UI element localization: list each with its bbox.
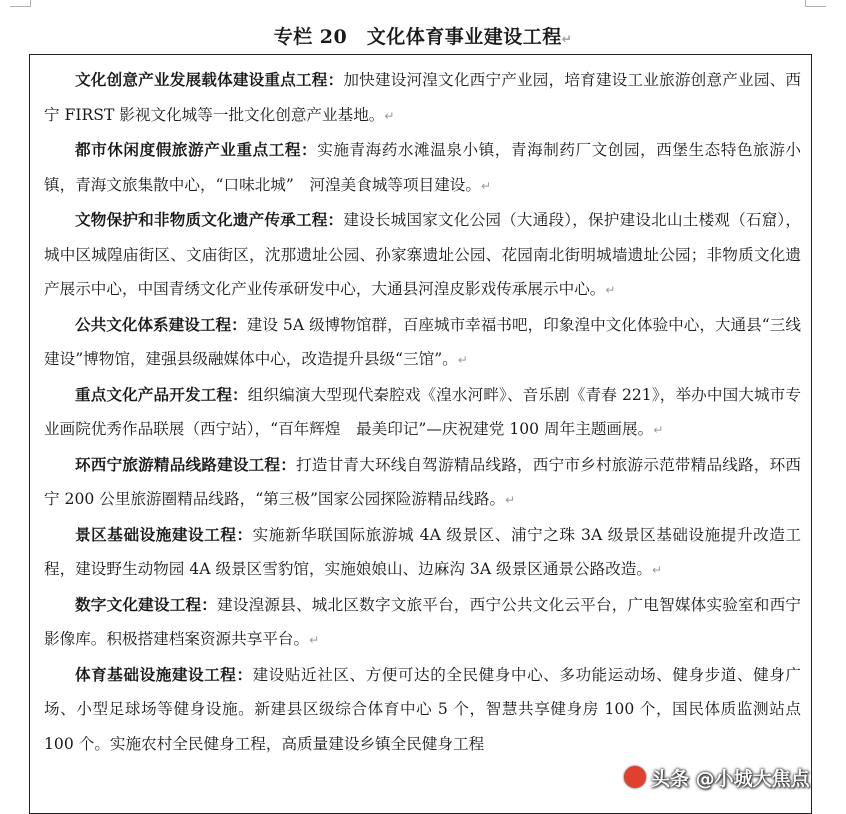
project-heading: 环西宁旅游精品线路建设工程： xyxy=(75,454,297,474)
project-body: 打造甘青大环线自驾游精品线路，西宁市乡村旅游示范带精品线路，环西宁 200 公里旅游圈精品线路，“第三极”国家公园探险游精品线路。 xyxy=(44,455,801,508)
paragraph-mark-icon: ↵ xyxy=(480,178,492,193)
paragraph-mark-icon: ↵ xyxy=(651,563,663,577)
column-title xyxy=(0,22,846,49)
project-heading: 文化创意产业发展载体建设重点工程： xyxy=(75,70,344,89)
project-paragraph xyxy=(44,133,801,203)
paragraph-mark-icon: ↵ xyxy=(561,32,573,46)
watermark xyxy=(624,760,810,794)
project-body: 建设 5A 级博物馆群，百座城市幸福书吧，印象湟中文化体验中心，大通县“三线建设”博物馆，建强县级融媒体中心，改造提升县级“三馆”。 xyxy=(44,315,801,368)
project-heading: 都市休闲度假旅游产业重点工程： xyxy=(75,140,318,159)
project-heading: 景区基础设施建设工程： xyxy=(75,524,253,544)
project-heading: 公共文化体系建设工程： xyxy=(75,314,247,334)
project-heading: 重点文化产品开发工程： xyxy=(75,384,248,404)
paragraph-mark-icon: ↵ xyxy=(605,283,616,297)
watermark-text: 头条 @小城大焦点 xyxy=(651,767,810,790)
project-heading: 数字文化建设工程： xyxy=(75,594,218,614)
paragraph-mark-icon: ↵ xyxy=(384,108,395,123)
project-body: 组织编演大型现代秦腔戏《湟水河畔》、音乐剧《青春 221》，举办中国大城市专业画院优秀作品联展（西宁站），“百年辉煌 最美印记”—庆祝建党 100 周年主题画展。 xyxy=(44,385,801,438)
project-body: 实施青海药水滩温泉小镇，青海制药厂文创园，西堡生态特色旅游小镇，青海文旅集散中心，“口味北城” 河湟美食城等项目建设。 xyxy=(44,141,801,194)
project-body: 建设贴近社区、方便可达的全民健身中心、多功能运动场、健身步道、健身广场、小型足球场等健身设施。新建县区级综合体育中心 5 个，智慧共享健身房 100 个，国民体质监测站点 100 个。实施农村全民健身工程，高质量建设乡镇全民健身工程 xyxy=(44,665,801,753)
project-heading: 体育基础设施建设工程： xyxy=(75,664,253,684)
paragraph-mark-icon: ↵ xyxy=(505,493,516,507)
page-corner-mark-right xyxy=(805,0,826,7)
project-paragraph xyxy=(44,308,801,378)
project-heading: 文物保护和非物质文化遗产传承工程： xyxy=(75,210,344,229)
project-paragraph xyxy=(44,63,801,133)
paragraph-mark-icon: ↵ xyxy=(309,633,320,647)
project-body: 实施新华联国际旅游城 4A 级景区、浦宁之珠 3A 级景区基础设施提升改造工程，建设野生动物园 4A 级景区雪豹馆，实施娘娘山、边麻沟 3A 级景区通景公路改造。 xyxy=(44,525,801,578)
page-corner-mark-left xyxy=(10,0,31,7)
project-paragraph xyxy=(44,658,801,762)
toutiao-logo-icon xyxy=(624,766,646,788)
project-paragraph xyxy=(44,448,801,518)
column-title-text: 专栏 20 文化体育事业建设工程 xyxy=(273,26,562,48)
project-body: 建设湟源县、城北区数字文旅平台，西宁公共文化云平台，广电智媒体实验室和西宁影像库。积极搭建档案资源共享平台。 xyxy=(44,595,801,648)
project-paragraph xyxy=(44,203,801,308)
project-paragraph xyxy=(44,588,801,658)
paragraph-mark-icon: ↵ xyxy=(653,423,664,437)
paragraph-mark-icon: ↵ xyxy=(457,353,468,367)
project-body: 建设长城国家文化公园（大通段），保护建设北山土楼观（石窟），城中区城隍庙街区、文庙街区，沈那遗址公园、孙家寨遗址公园、花园南北街明城墙遗址公园；非物质文化遗产展示中心，中国青绣文化产业传承研发中心，大通县河湟皮影戏传承展示中心。 xyxy=(44,211,801,298)
project-paragraph xyxy=(44,518,801,588)
project-paragraph xyxy=(44,378,801,448)
project-body: 加快建设河湟文化西宁产业园，培育建设工业旅游创意产业园、西宁 FIRST 影视文化城等一批文化创意产业基地。 xyxy=(44,71,801,124)
project-list-box xyxy=(29,54,812,814)
